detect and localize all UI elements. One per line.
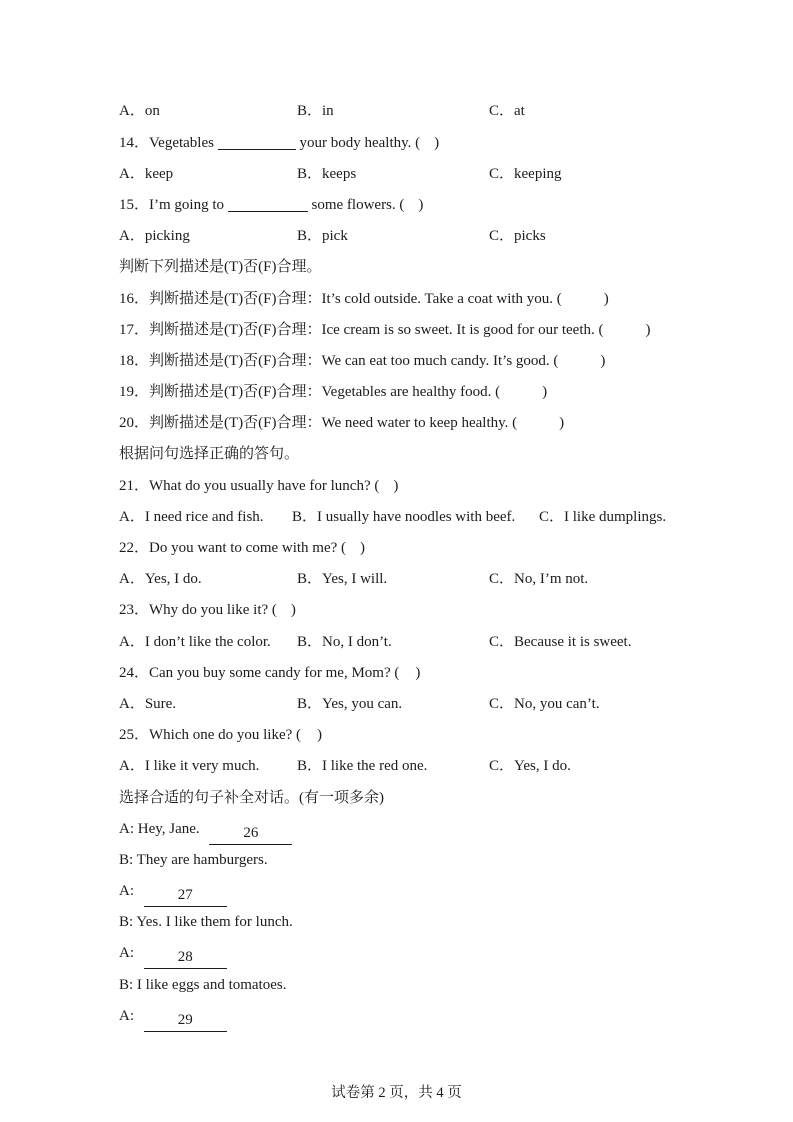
text-run: ) (559, 415, 565, 432)
text-run: ) (418, 196, 424, 213)
question-line (119, 315, 739, 346)
numbered-blank: 27 (144, 885, 227, 907)
option-item: C．picks (489, 228, 546, 245)
text-run: A: (119, 945, 138, 962)
numbered-blank: 26 (209, 823, 292, 845)
option-item: A．on (119, 103, 160, 120)
question-line (119, 346, 739, 377)
question-line (119, 408, 739, 439)
text-run: 17．判断描述是(T)否(F)合理：Ice cream is so sweet. It is good for our teeth. ( (119, 321, 604, 338)
text-run: ) (360, 540, 366, 557)
text-run: A: Hey, Jane. (119, 820, 204, 837)
text-run: ) (434, 134, 440, 151)
text-run: A: (119, 1007, 138, 1024)
section-instruction (119, 252, 739, 283)
text-run: your body healthy. ( (295, 134, 421, 151)
option-item: B．I usually have noodles with beef. (292, 508, 516, 525)
option-item: B．Yes, I will. (297, 571, 388, 588)
text-run: B: Yes. I like them for lunch. (119, 914, 293, 931)
option-row (119, 564, 739, 595)
option-item: A．Sure. (119, 695, 177, 712)
option-item: C．No, you can’t. (489, 695, 600, 712)
dialogue-line (119, 1001, 739, 1032)
text-run: ) (415, 664, 421, 681)
option-row (119, 502, 739, 533)
numbered-blank: 29 (144, 1010, 227, 1032)
option-item: B．I like the red one. (297, 758, 428, 775)
option-item: C．No, I’m not. (489, 571, 589, 588)
text-run: B: I like eggs and tomatoes. (119, 976, 287, 993)
option-item: B．No, I don’t. (297, 633, 392, 650)
option-item: A．I don’t like the color. (119, 633, 271, 650)
text-run: 16．判断描述是(T)否(F)合理：It’s cold outside. Take a coat with you. ( (119, 290, 562, 307)
dialogue-line (119, 814, 739, 845)
option-row (119, 221, 739, 252)
text-run: ) (603, 290, 609, 307)
text-run: 18．判断描述是(T)否(F)合理：We can eat too much candy. It’s good. ( (119, 352, 559, 369)
text-run: ) (645, 321, 651, 338)
text-run: ) (393, 477, 399, 494)
option-row (119, 689, 739, 720)
question-line (119, 595, 739, 626)
option-item: A．picking (119, 228, 190, 245)
question-line (119, 720, 739, 751)
option-item: B．pick (297, 228, 348, 245)
question-line (119, 128, 739, 159)
option-row (119, 751, 739, 782)
text-run: 22．Do you want to come with me? ( (119, 540, 347, 557)
text-run: 20．判断描述是(T)否(F)合理：We need water to keep healthy. ( (119, 415, 518, 432)
text-run: 25．Which one do you like? ( (119, 727, 302, 744)
text-run: 15．I’m going to (119, 196, 228, 213)
section-instruction (119, 783, 739, 814)
text-run: 19．判断描述是(T)否(F)合理：Vegetables are healthy food. ( (119, 384, 501, 401)
text-run: ) (317, 727, 323, 744)
dialogue-line (119, 938, 739, 969)
option-item: A．I need rice and fish. (119, 508, 264, 525)
option-item: C．Yes, I do. (489, 758, 571, 775)
option-item: A．keep (119, 165, 174, 182)
dialogue-line (119, 907, 739, 938)
question-line (119, 658, 739, 689)
text-run: some flowers. ( (307, 196, 405, 213)
dialogue-line (119, 876, 739, 907)
question-line (119, 471, 739, 502)
question-line (119, 190, 739, 221)
option-row (119, 627, 739, 658)
text-run: ) (542, 384, 548, 401)
instruction-text: 根据问句选择正确的答句。 (119, 446, 300, 463)
fill-blank-line (228, 211, 308, 212)
exam-content (119, 96, 739, 1032)
option-item: B．keeps (297, 165, 357, 182)
option-item: C．keeping (489, 165, 562, 182)
instruction-text: 选择合适的句子补全对话。(有一项多余) (119, 789, 384, 806)
dialogue-line (119, 970, 739, 1001)
question-line (119, 377, 739, 408)
option-item: A．Yes, I do. (119, 571, 202, 588)
text-run: ) (290, 602, 296, 619)
text-run: 14．Vegetables (119, 134, 218, 151)
option-row (119, 96, 739, 127)
option-item: B．Yes, you can. (297, 695, 403, 712)
text-run: 23．Why do you like it? ( (119, 602, 277, 619)
instruction-text: 判断下列描述是(T)否(F)合理。 (119, 259, 322, 276)
text-run: 24．Can you buy some candy for me, Mom? ( (119, 664, 400, 681)
option-item: B．in (297, 103, 334, 120)
text-run: B: They are hamburgers. (119, 851, 268, 868)
question-line (119, 533, 739, 564)
text-run: A: (119, 883, 138, 900)
page-footer: 试卷第 2 页，共 4 页 (331, 1085, 462, 1101)
option-item: C．I like dumplings. (539, 508, 667, 525)
question-line (119, 284, 739, 315)
text-run: 21．What do you usually have for lunch? ( (119, 477, 380, 494)
option-item: C．at (489, 103, 525, 120)
section-instruction (119, 439, 739, 470)
option-item: C．Because it is sweet. (489, 633, 632, 650)
option-row (119, 159, 739, 190)
fill-blank-line (218, 149, 296, 150)
option-item: A．I like it very much. (119, 758, 260, 775)
numbered-blank: 28 (144, 947, 227, 969)
dialogue-line (119, 845, 739, 876)
text-run: ) (600, 352, 606, 369)
